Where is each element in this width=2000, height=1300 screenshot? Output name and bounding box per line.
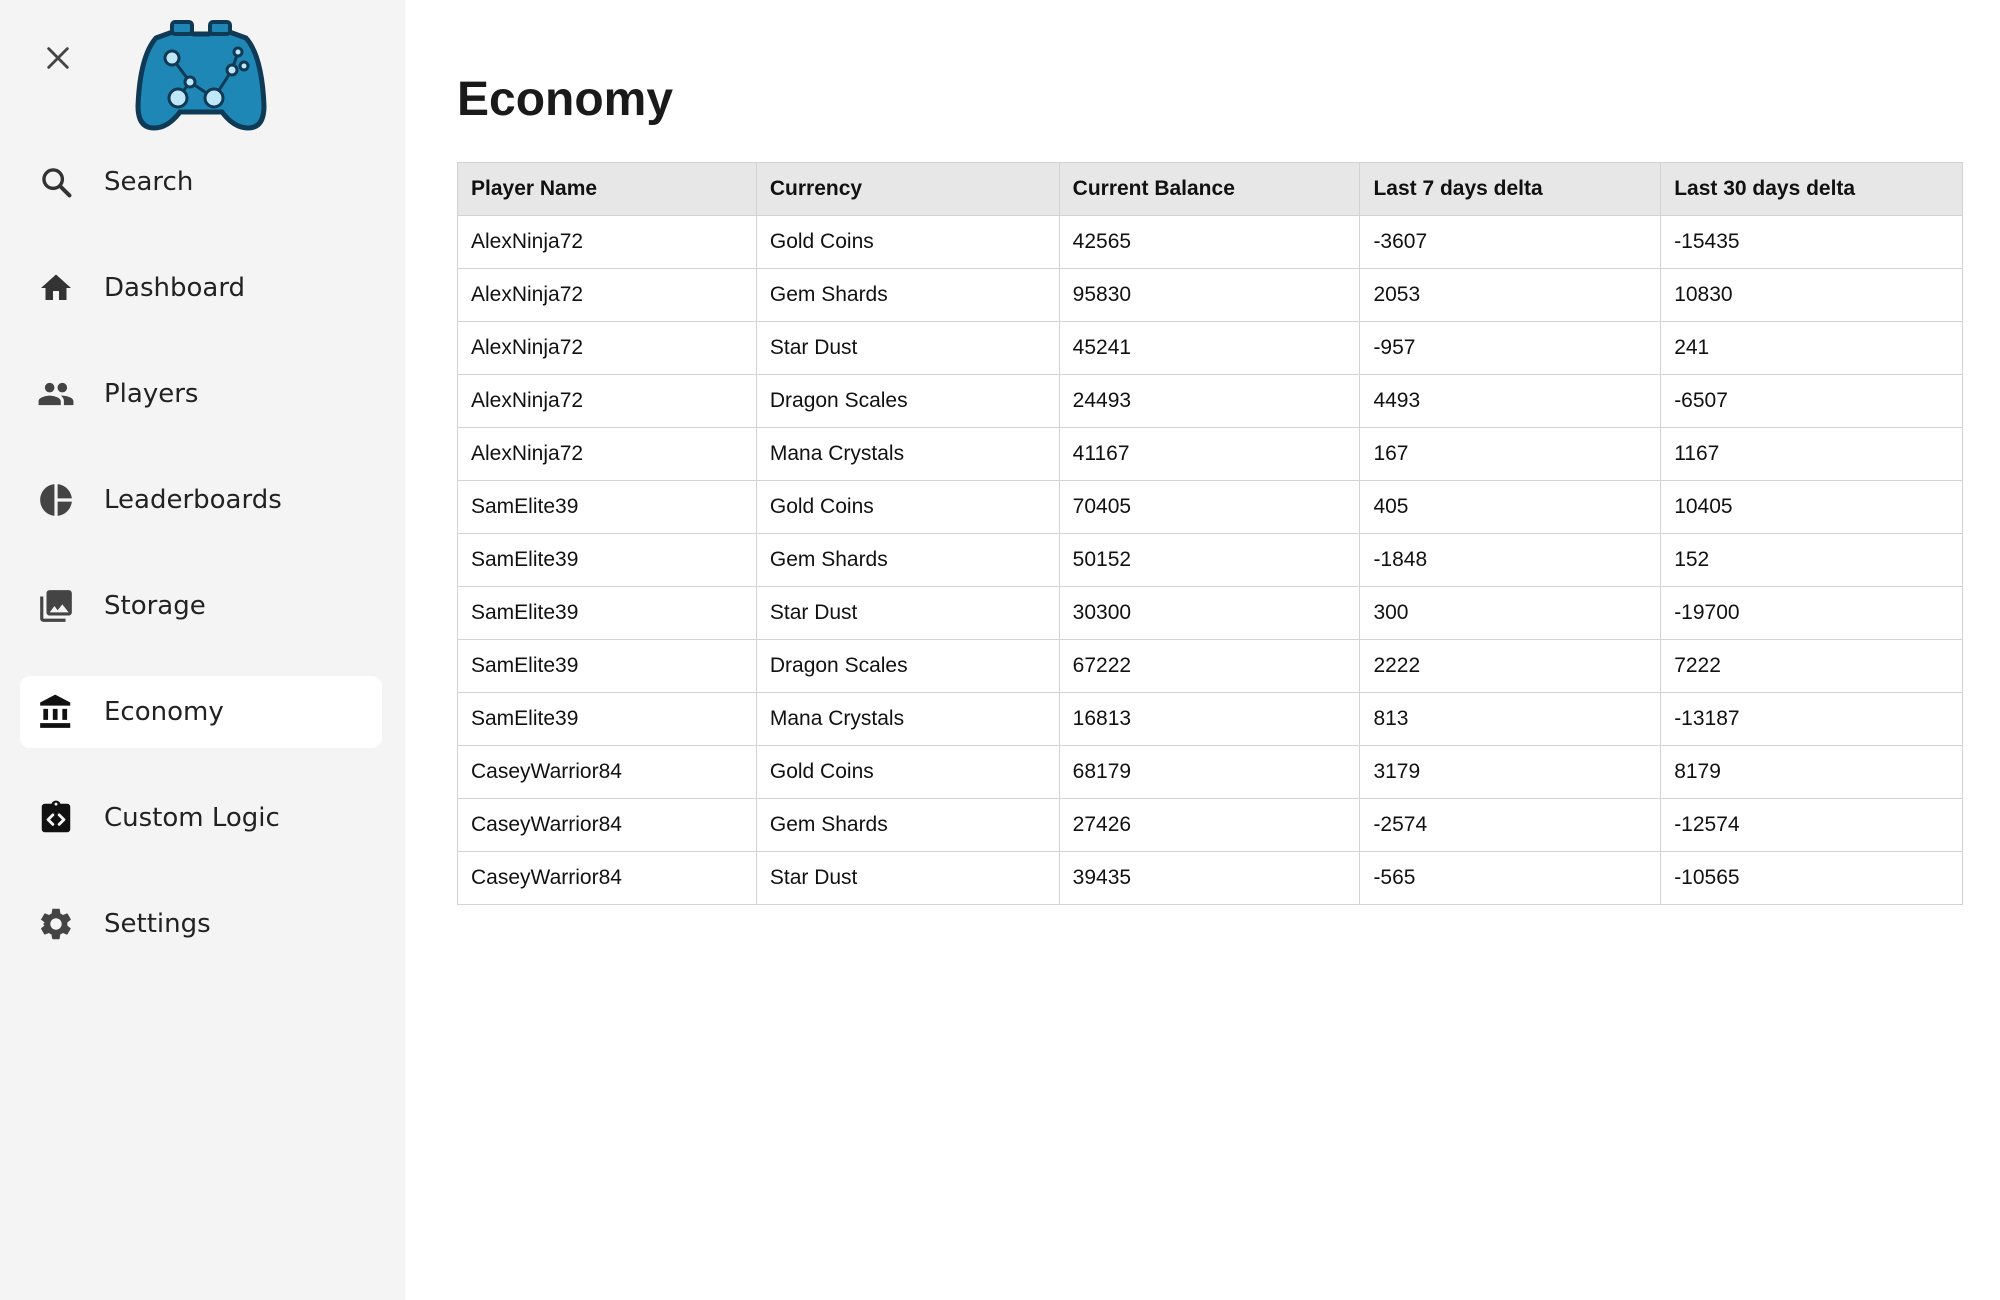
- table-cell: CaseyWarrior84: [458, 852, 757, 905]
- sidebar-item-label: Economy: [104, 697, 224, 727]
- table-row[interactable]: [458, 587, 1963, 640]
- table-cell: Dragon Scales: [756, 375, 1059, 428]
- table-row[interactable]: [458, 534, 1963, 587]
- column-header[interactable]: Last 7 days delta: [1360, 163, 1661, 216]
- photo-library-icon: [36, 586, 76, 626]
- gamepad-logo-icon: [134, 16, 268, 140]
- table-cell: Gold Coins: [756, 481, 1059, 534]
- table-cell: 3179: [1360, 746, 1661, 799]
- column-header[interactable]: Currency: [756, 163, 1059, 216]
- table-cell: 50152: [1059, 534, 1360, 587]
- table-row[interactable]: [458, 640, 1963, 693]
- table-cell: 152: [1661, 534, 1963, 587]
- pie-chart-icon: [36, 480, 76, 520]
- table-row[interactable]: [458, 746, 1963, 799]
- sidebar: [0, 0, 405, 1300]
- sidebar-item-dashboard[interactable]: [20, 252, 382, 324]
- table-cell: Gold Coins: [756, 216, 1059, 269]
- table-row[interactable]: [458, 693, 1963, 746]
- table-cell: 8179: [1661, 746, 1963, 799]
- table-cell: AlexNinja72: [458, 428, 757, 481]
- table-cell: AlexNinja72: [458, 269, 757, 322]
- table-cell: 7222: [1661, 640, 1963, 693]
- table-cell: 67222: [1059, 640, 1360, 693]
- table-cell: 95830: [1059, 269, 1360, 322]
- home-icon: [36, 268, 76, 308]
- table-cell: 30300: [1059, 587, 1360, 640]
- close-icon: [44, 44, 72, 72]
- sidebar-item-label: Dashboard: [104, 273, 246, 303]
- table-cell: 813: [1360, 693, 1661, 746]
- column-header[interactable]: Player Name: [458, 163, 757, 216]
- sidebar-item-label: Search: [104, 167, 194, 197]
- table-cell: 241: [1661, 322, 1963, 375]
- table-cell: 68179: [1059, 746, 1360, 799]
- sidebar-item-search[interactable]: [20, 146, 382, 218]
- table-cell: 4493: [1360, 375, 1661, 428]
- table-row[interactable]: [458, 799, 1963, 852]
- gear-icon: [36, 904, 76, 944]
- code-clipboard-icon: [36, 798, 76, 838]
- table-cell: AlexNinja72: [458, 322, 757, 375]
- table-cell: CaseyWarrior84: [458, 799, 757, 852]
- table-cell: 45241: [1059, 322, 1360, 375]
- table-row[interactable]: [458, 375, 1963, 428]
- sidebar-item-label: Custom Logic: [104, 803, 280, 833]
- table-row[interactable]: [458, 428, 1963, 481]
- table-cell: Gem Shards: [756, 799, 1059, 852]
- table-cell: Star Dust: [756, 852, 1059, 905]
- table-cell: -19700: [1661, 587, 1963, 640]
- table-cell: 16813: [1059, 693, 1360, 746]
- page-title: Economy: [457, 73, 674, 126]
- table-body: [458, 216, 1963, 905]
- sidebar-item-label: Settings: [104, 909, 211, 939]
- table-cell: AlexNinja72: [458, 216, 757, 269]
- table-cell: -3607: [1360, 216, 1661, 269]
- table-cell: 24493: [1059, 375, 1360, 428]
- table-cell: Dragon Scales: [756, 640, 1059, 693]
- search-icon: [36, 162, 76, 202]
- table-cell: SamElite39: [458, 534, 757, 587]
- column-header[interactable]: Current Balance: [1059, 163, 1360, 216]
- table-cell: Gem Shards: [756, 269, 1059, 322]
- table-cell: 300: [1360, 587, 1661, 640]
- table-cell: Mana Crystals: [756, 428, 1059, 481]
- table-row[interactable]: [458, 481, 1963, 534]
- table-cell: 1167: [1661, 428, 1963, 481]
- table-row[interactable]: [458, 216, 1963, 269]
- table-cell: Star Dust: [756, 322, 1059, 375]
- table-cell: -957: [1360, 322, 1661, 375]
- table-row[interactable]: [458, 269, 1963, 322]
- sidebar-item-storage[interactable]: [20, 570, 382, 642]
- table-row[interactable]: [458, 852, 1963, 905]
- table-cell: CaseyWarrior84: [458, 746, 757, 799]
- table-cell: Gold Coins: [756, 746, 1059, 799]
- table-cell: -12574: [1661, 799, 1963, 852]
- table-cell: Mana Crystals: [756, 693, 1059, 746]
- economy-table: [457, 162, 1963, 905]
- sidebar-item-custom-logic[interactable]: [20, 782, 382, 854]
- table-row[interactable]: [458, 322, 1963, 375]
- table-cell: -15435: [1661, 216, 1963, 269]
- table-cell: 167: [1360, 428, 1661, 481]
- sidebar-item-economy[interactable]: [20, 676, 382, 748]
- table-cell: SamElite39: [458, 481, 757, 534]
- sidebar-item-label: Players: [104, 379, 199, 409]
- people-icon: [36, 374, 76, 414]
- table-cell: -10565: [1661, 852, 1963, 905]
- bank-icon: [36, 692, 76, 732]
- table-cell: SamElite39: [458, 640, 757, 693]
- table-cell: SamElite39: [458, 587, 757, 640]
- table-cell: 2053: [1360, 269, 1661, 322]
- table-cell: 42565: [1059, 216, 1360, 269]
- table-header-row: [458, 163, 1963, 216]
- table-cell: 2222: [1360, 640, 1661, 693]
- table-cell: -13187: [1661, 693, 1963, 746]
- sidebar-item-leaderboards[interactable]: [20, 464, 382, 536]
- main-content: [405, 0, 2000, 1300]
- column-header[interactable]: Last 30 days delta: [1661, 163, 1963, 216]
- sidebar-item-players[interactable]: [20, 358, 382, 430]
- table-cell: 70405: [1059, 481, 1360, 534]
- table-cell: 39435: [1059, 852, 1360, 905]
- sidebar-item-label: Storage: [104, 591, 206, 621]
- table-cell: 27426: [1059, 799, 1360, 852]
- sidebar-item-label: Leaderboards: [104, 485, 282, 515]
- close-button[interactable]: [38, 38, 78, 78]
- sidebar-item-settings[interactable]: [20, 888, 382, 960]
- table-cell: -6507: [1661, 375, 1963, 428]
- table-cell: -2574: [1360, 799, 1661, 852]
- table-cell: SamElite39: [458, 693, 757, 746]
- table-cell: -565: [1360, 852, 1661, 905]
- table-cell: 10405: [1661, 481, 1963, 534]
- table-cell: 10830: [1661, 269, 1963, 322]
- logo: [134, 16, 268, 140]
- table-cell: -1848: [1360, 534, 1661, 587]
- table-cell: AlexNinja72: [458, 375, 757, 428]
- table-cell: 41167: [1059, 428, 1360, 481]
- table-cell: Star Dust: [756, 587, 1059, 640]
- table-cell: Gem Shards: [756, 534, 1059, 587]
- table-cell: 405: [1360, 481, 1661, 534]
